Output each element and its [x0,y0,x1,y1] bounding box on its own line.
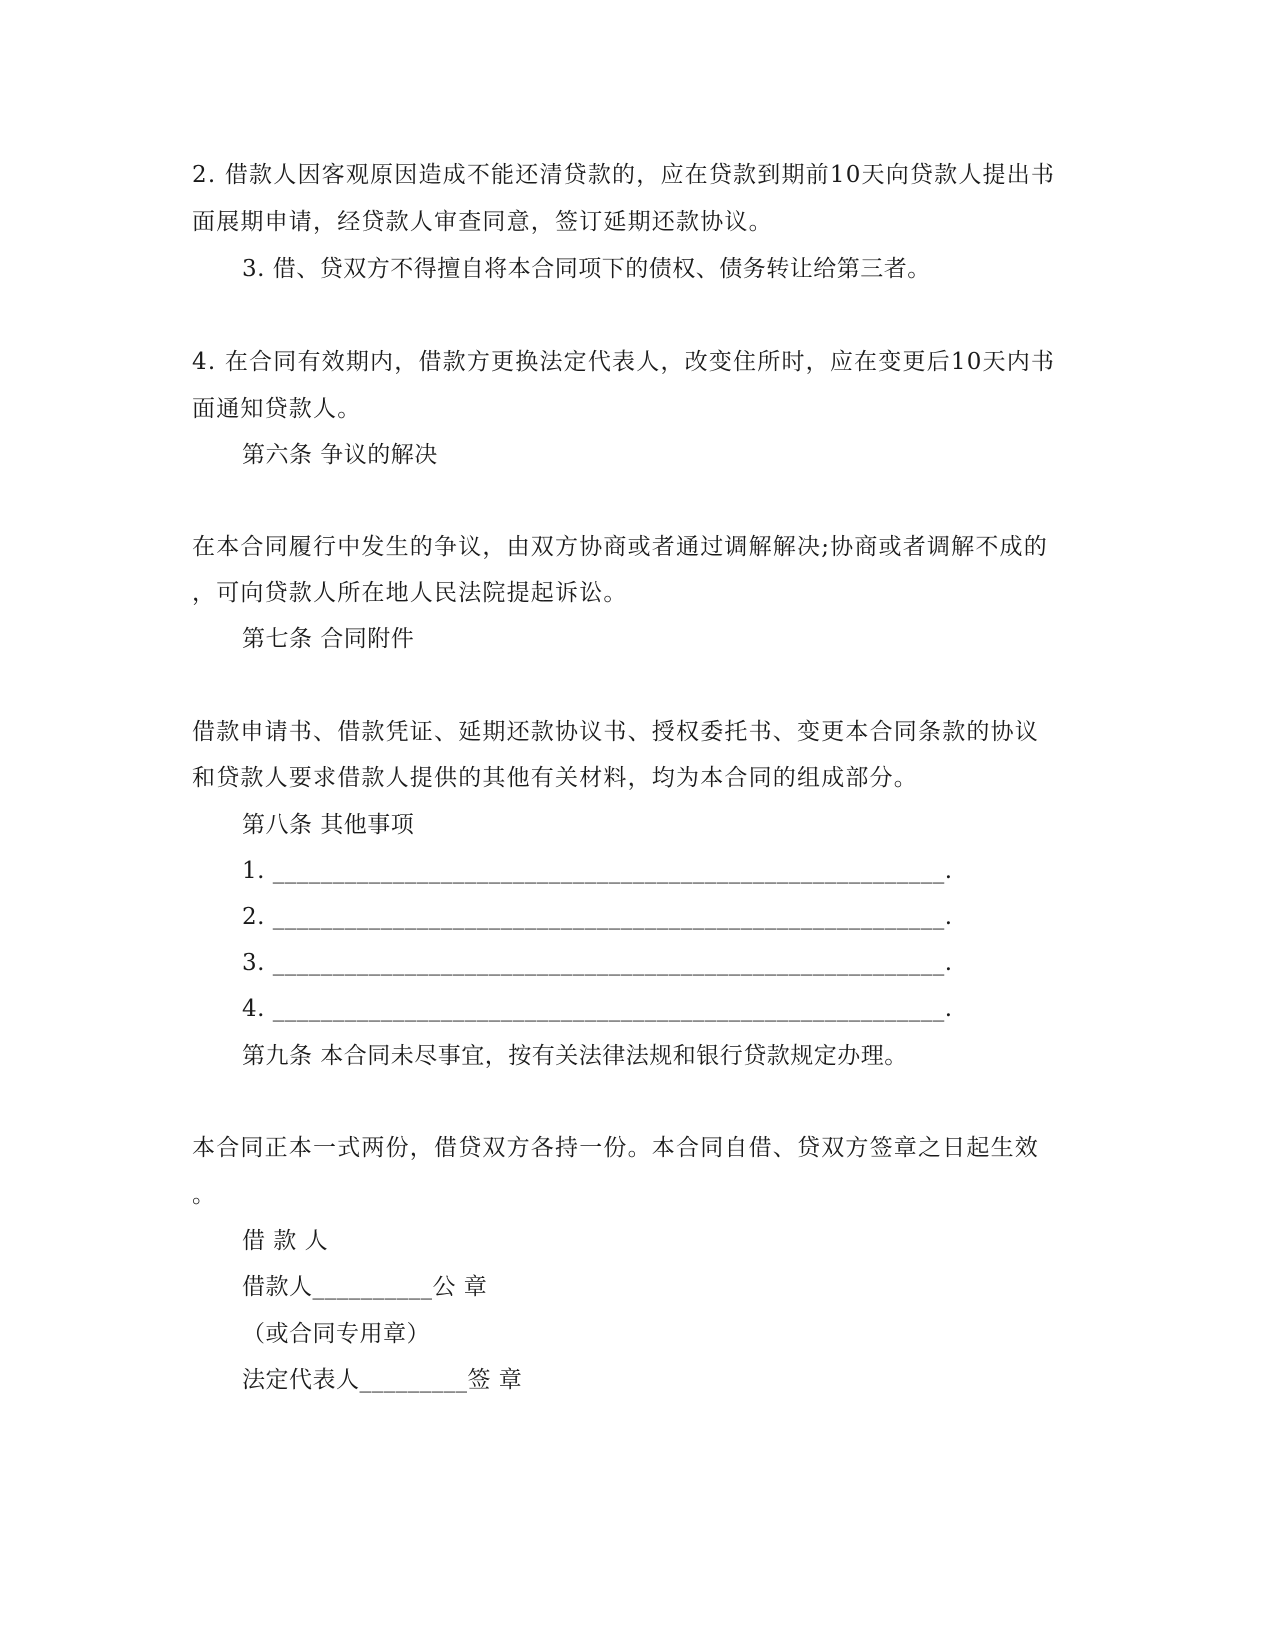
other-item-4: 4. ________________________________________________________. [242,996,953,1022]
borrower-seal-line: 借款人__________公 章 [242,1274,488,1300]
signature-heading: 借 款 人 [242,1228,329,1254]
article-7-line-2: 和贷款人要求借款人提供的其他有关材料，均为本合同的组成部分。 [192,765,918,791]
article-7-heading: 第七条 合同附件 [242,626,415,652]
final-clause-line-2: 。 [192,1182,216,1208]
other-item-2: 2. ________________________________________________________. [242,904,953,930]
clause-4-line-2: 面通知贷款人。 [192,396,362,422]
other-item-1: 1. ________________________________________________________. [242,858,953,884]
article-9: 第九条 本合同未尽事宜，按有关法律法规和银行贷款规定办理。 [242,1043,908,1069]
article-7-line-1: 借款申请书、借款凭证、延期还款协议书、授权委托书、变更本合同条款的协议 [192,719,1039,745]
article-6-heading: 第六条 争议的解决 [242,442,438,468]
final-clause-line-1: 本合同正本一式两份，借贷双方各持一份。本合同自借、贷双方签章之日起生效 [192,1135,1039,1161]
legal-representative-line: 法定代表人_________签 章 [242,1367,523,1393]
clause-2-line-2: 面展期申请，经贷款人审查同意，签订延期还款协议。 [192,209,773,235]
article-6-line-2: ，可向贷款人所在地人民法院提起诉讼。 [192,580,628,606]
other-item-3: 3. ________________________________________________________. [242,950,953,976]
article-8-heading: 第八条 其他事项 [242,812,415,838]
clause-3: 3. 借、贷双方不得擅自将本合同项下的债权、债务转让给第三者。 [242,256,931,282]
article-6-line-1: 在本合同履行中发生的争议，由双方协商或者通过调解解决;协商或者调解不成的 [192,534,1048,560]
clause-4-line-1: 4. 在合同有效期内，借款方更换法定代表人，改变住所时，应在变更后10天内书 [192,349,1056,375]
contract-seal-note: （或合同专用章） [242,1321,430,1347]
clause-2-line-1: 2. 借款人因客观原因造成不能还清贷款的，应在贷款到期前10天向贷款人提出书 [192,162,1056,188]
